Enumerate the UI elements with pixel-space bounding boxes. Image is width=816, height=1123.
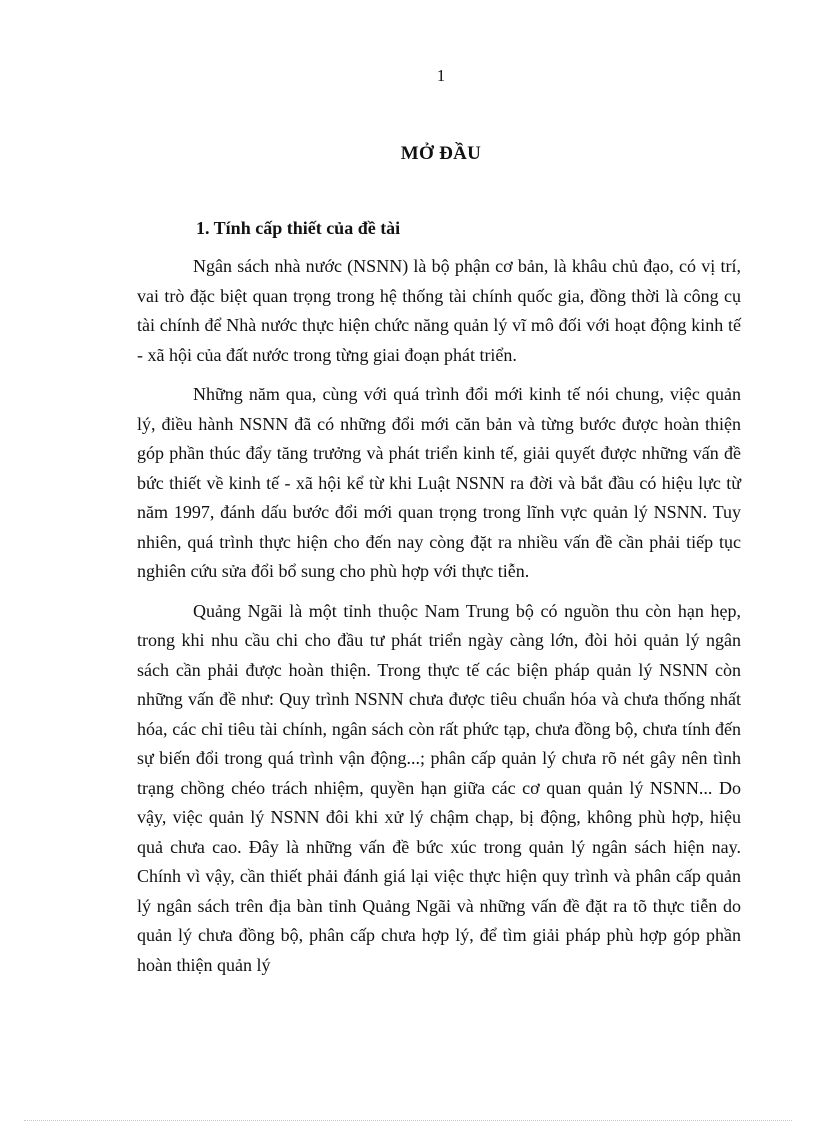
page-number: 1 — [436, 66, 446, 85]
page-title: MỞ ĐẦU — [400, 143, 482, 164]
section-heading: 1. Tính cấp thiết của đề tài — [196, 218, 401, 238]
page-bottom-divider — [24, 1120, 792, 1121]
body-text — [137, 252, 741, 990]
paragraph-1: Ngân sách nhà nước (NSNN) là bộ phận cơ bản, là khâu chủ đạo, có vị trí, vai trò đặc biệt quan trọng trong hệ thống tài chính quốc gia, đồng thời là công cụ tài chính để Nhà nước thực hiện chức năng quản lý vĩ mô đối với hoạt động kinh tế - xã hội của đất nước trong từng giai đoạn phát triển. — [137, 256, 741, 365]
paragraph-2: Những năm qua, cùng với quá trình đổi mới kinh tế nói chung, việc quản lý, điều hành NSNN đã có những đổi mới căn bản và từng bước được hoàn thiện góp phần thúc đẩy tăng trưởng và phát triển kinh tế, giải quyết được những vấn đề bức thiết về kinh tế - xã hội kể từ khi Luật NSNN ra đời và bắt đầu có hiệu lực từ năm 1997, đánh dấu bước đổi mới quan trọng trong lĩnh vực quản lý NSNN. Tuy nhiên, quá trình thực hiện cho đến nay còng đặt ra nhiều vấn đề cần phải tiếp tục nghiên cứu sửa đổi bổ sung cho phù hợp với thực tiễn. — [137, 384, 741, 581]
paragraph-3: Quảng Ngãi là một tỉnh thuộc Nam Trung bộ có nguồn thu còn hạn hẹp, trong khi nhu cầu chi cho đầu tư phát triển ngày càng lớn, đòi hỏi quản lý ngân sách cần phải được hoàn thiện. Trong thực tế các biện pháp quản lý NSNN còn những vấn đề như: Quy trình NSNN chưa được tiêu chuẩn hóa và chưa thống nhất hóa, các chỉ tiêu tài chính, ngân sách còn rất phức tạp, chưa đồng bộ, chưa tính đến sự biến đổi trong quá trình vận động...; phân cấp quản lý chưa rõ nét gây nên tình trạng chồng chéo trách nhiệm, quyền hạn giữa các cơ quan quản lý NSNN... Do vậy, việc quản lý NSNN đôi khi xử lý chậm chạp, bị động, không phù hợp, hiệu quả chưa cao. Đây là những vấn đề bức xúc trong quản lý ngân sách hiện nay. Chính vì vậy, cần thiết phải đánh giá lại việc thực hiện quy trình và phân cấp quản lý ngân sách trên địa bàn tỉnh Quảng Ngãi và những vấn đề đặt ra tõ thực tiễn do quản lý chưa đồng bộ, phân cấp chưa hợp lý, để tìm giải pháp phù hợp góp phần hoàn thiện quản lý — [137, 600, 741, 975]
